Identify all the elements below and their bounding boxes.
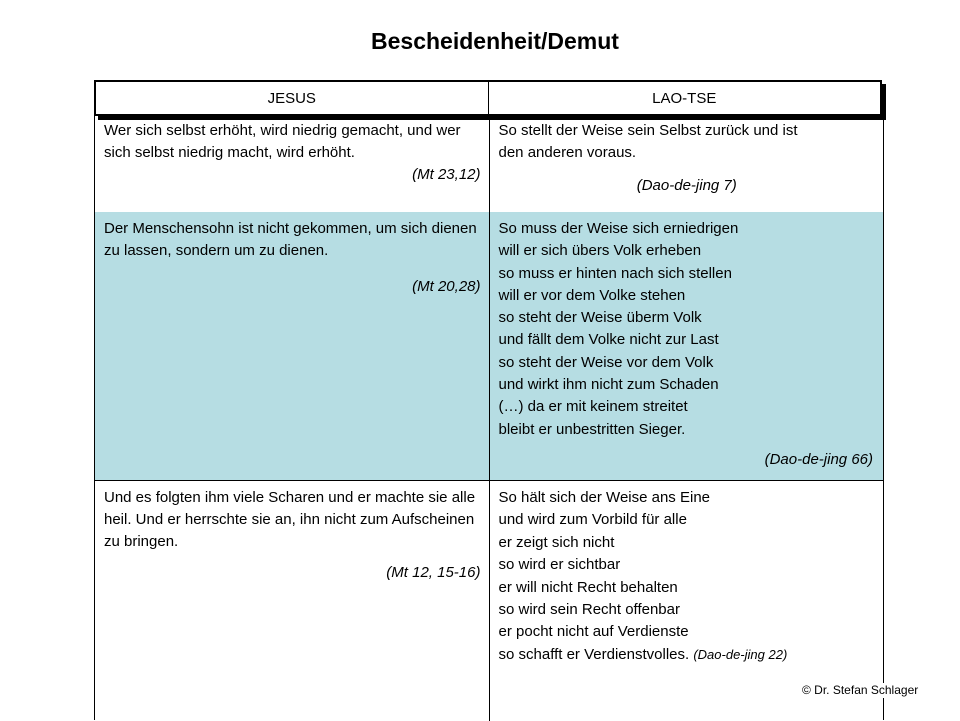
lao-tse-cell	[489, 114, 884, 212]
header-jesus: JESUS	[267, 89, 316, 107]
lao-tse-line: so wird er sichtbar	[498, 556, 621, 574]
header-lao-tse: LAO-TSE	[488, 82, 881, 114]
lao-tse-line: er will nicht Recht behalten	[498, 578, 678, 596]
lao-tse-line: den anderen voraus.	[498, 144, 637, 162]
lao-tse-line: so steht der Weise vor dem Volk	[498, 353, 714, 371]
lao-tse-line: bleibt er unbestritten Sieger.	[498, 420, 686, 438]
jesus-cell	[95, 212, 489, 480]
jesus-cell	[95, 481, 489, 721]
jesus-quote: Wer sich selbst erhöht, wird niedrig gemacht, und wer sich selbst niedrig macht, wird erhöht.	[104, 122, 461, 162]
lao-tse-line: und wird zum Vorbild für alle	[498, 511, 687, 529]
lao-tse-line: und fällt dem Volke nicht zur Last	[498, 331, 719, 349]
lao-tse-line: so steht der Weise überm Volk	[498, 309, 702, 327]
lao-tse-line: und wirkt ihm nicht zum Schaden	[498, 376, 719, 394]
lao-tse-line: will er vor dem Volke stehen	[498, 286, 686, 304]
lao-tse-reference: (Dao-de-jing 22)	[693, 646, 788, 662]
lao-tse-line: so muss er hinten nach sich stellen	[498, 264, 732, 282]
lao-tse-line: (…) da er mit keinem streitet	[498, 398, 688, 416]
lao-tse-line: so wird sein Recht offenbar	[498, 601, 680, 619]
lao-tse-line: will er sich übers Volk erheben	[498, 242, 702, 260]
jesus-reference: (Mt 12, 15-16)	[386, 563, 481, 581]
lao-tse-line: er zeigt sich nicht	[498, 533, 615, 551]
lao-tse-line: So muss der Weise sich erniedrigen	[498, 220, 739, 237]
jesus-quote: Der Menschensohn ist nicht gekommen, um sich dienen zu lassen, sondern um zu dienen.	[104, 220, 477, 260]
table-row	[95, 480, 883, 721]
lao-tse-line: So hält sich der Weise ans Eine	[498, 489, 711, 506]
jesus-cell	[95, 114, 489, 212]
table-header-row	[94, 80, 882, 116]
table-row	[95, 212, 883, 480]
jesus-quote: Und es folgten ihm viele Scharen und er machte sie alle heil. Und er herrschte sie an, ihn nicht zum Aufscheinen zu bringen.	[104, 489, 476, 551]
lao-tse-reference: (Dao-de-jing 66)	[764, 450, 873, 468]
jesus-reference: (Mt 23,12)	[412, 166, 481, 184]
lao-tse-line-text: so schafft er Verdienstvolles.	[498, 645, 690, 663]
lao-tse-reference: (Dao-de-jing 7)	[636, 177, 737, 195]
comparison-table	[94, 114, 884, 720]
lao-tse-line: So stellt der Weise sein Selbst zurück und ist	[498, 122, 798, 139]
copyright-notice: © Dr. Stefan Schlager	[802, 683, 919, 697]
page-title: Bescheidenheit/Demut	[371, 28, 619, 54]
jesus-reference: (Mt 20,28)	[412, 278, 481, 296]
table-row	[95, 114, 883, 213]
lao-tse-line: er pocht nicht auf Verdienste	[498, 623, 689, 641]
lao-tse-cell	[489, 212, 884, 480]
lao-tse-line	[499, 644, 876, 666]
